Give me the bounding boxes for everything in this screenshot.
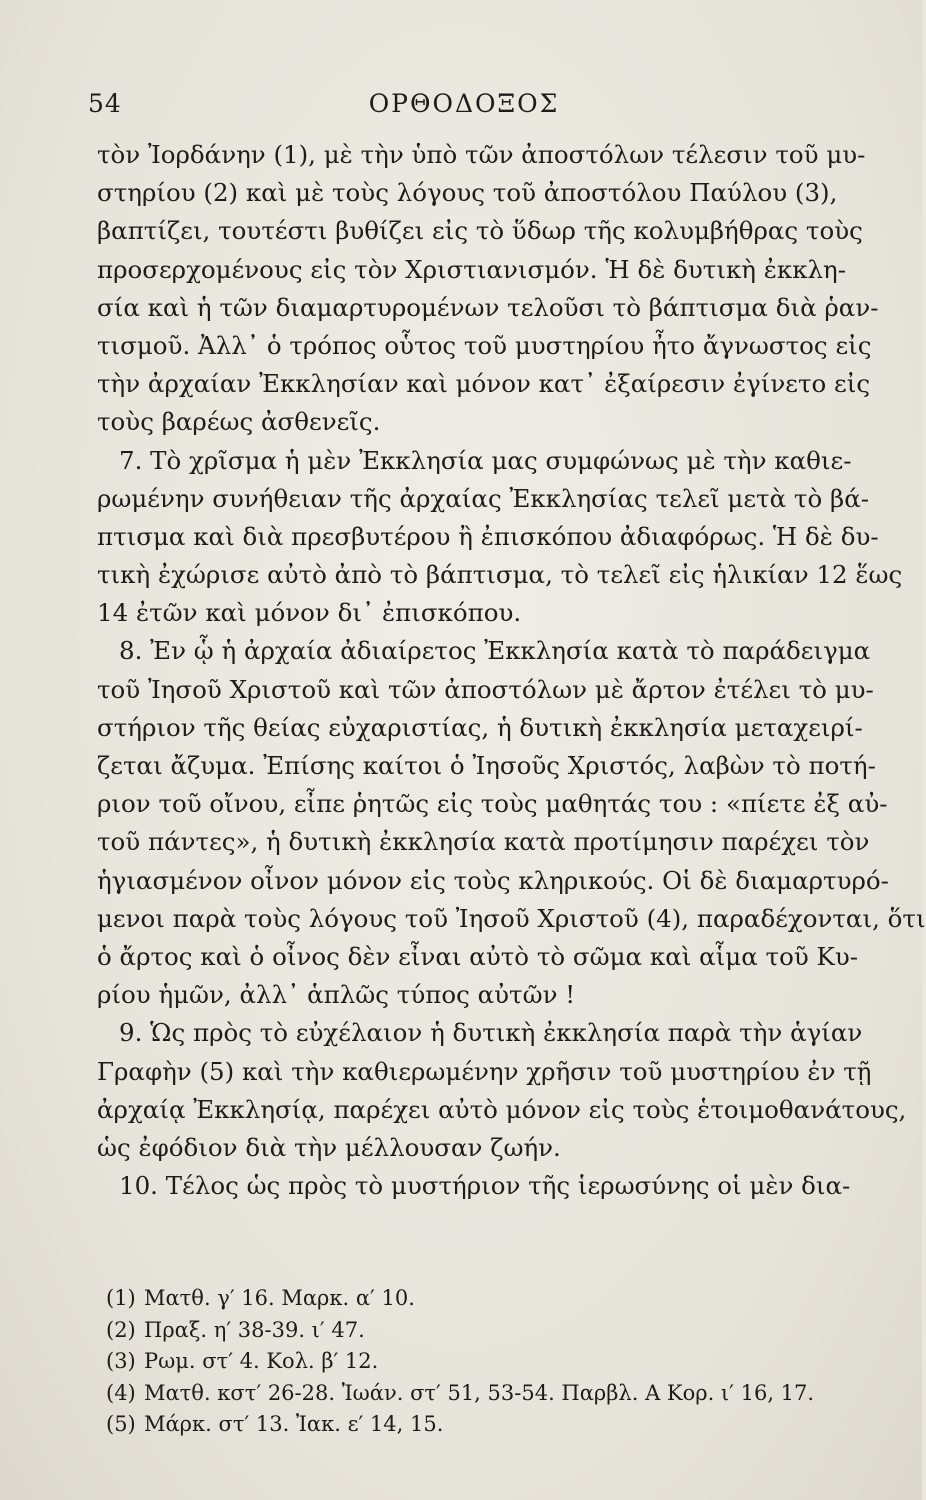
page-number: 54 [88,89,122,118]
text-line: 8. Ἐν ᾧ ἡ ἀρχαία ἀδιαίρετος Ἐκκλησία κατὰ τὸ παράδειγμα [119,636,871,666]
text-line: τοὺς βαρέως ἀσθενεῖς. [97,407,381,437]
footnote [106,1283,846,1315]
text-line: ἡγιασμένον οἶνον μόνον εἰς τοὺς κληρικούς. Οἱ δὲ διαμαρτυρό- [97,865,889,895]
text-line: στήριον τῆς θείας εὐχαριστίας, ἡ δυτικὴ ἐκκλησία μεταχειρί- [97,712,863,742]
text-line: 9. Ὡς πρὸς τὸ εὐχέλαιον ἡ δυτικὴ ἐκκλησία παρὰ τὴν ἁγίαν [119,1018,863,1048]
page-header [88,86,840,122]
text-line: τικὴ ἐχώρισε αὐτὸ ἀπὸ τὸ βάπτισμα, τὸ τελεῖ εἰς ἡλικίαν 12 ἕως [97,560,903,590]
footnote-text: Πραξ. η′ 38-39. ι′ 47. [144,1317,365,1342]
text-line: σία καὶ ἡ τῶν διαμαρτυρομένων τελοῦσι τὸ βάπτισμα διὰ ῥαν- [97,292,879,322]
text-line: ὁ ἄρτος καὶ ὁ οἶνος δὲν εἶναι αὐτὸ τὸ σῶμα καὶ αἷμα τοῦ Κυ- [97,941,859,971]
text-line: 14 ἐτῶν καὶ μόνον δι᾽ ἐπισκόπου. [97,598,522,628]
footnote [106,1409,846,1441]
footnote-text: Μάρκ. στ′ 13. Ἰακ. ε′ 14, 15. [144,1412,444,1437]
text-line: 7. Τὸ χρῖσμα ἡ μὲν Ἐκκλησία μας συμφώνως μὲ τὴν καθιε- [119,445,852,475]
text-line: τὴν ἀρχαίαν Ἐκκλησίαν καὶ μόνον κατ᾽ ἐξαίρεσιν ἐγίνετο εἰς [97,369,871,399]
footnote [106,1315,846,1347]
text-line: ἀρχαίᾳ Ἐκκλησίᾳ, παρέχει αὐτὸ μόνον εἰς τοὺς ἑτοιμοθανάτους, [97,1094,907,1124]
text-line: τοῦ πάντες», ἡ δυτικὴ ἐκκλησία κατὰ προτίμησιν παρέχει τὸν [97,827,870,857]
running-title: ΟΡΘΟΔΟΞΟΣ [368,89,560,118]
text-line: 10. Τέλος ὡς πρὸς τὸ μυστήριον τῆς ἱερωσύνης οἱ μὲν δια- [119,1171,851,1201]
text-line: ὡς ἐφόδιον διὰ τὴν μέλλουσαν ζωήν. [97,1132,561,1162]
text-line: βαπτίζει, τουτέστι βυθίζει εἰς τὸ ὕδωρ τῆς κολυμβήθρας τοὺς [97,216,863,246]
text-line: ριον τοῦ οἴνου, εἶπε ῥητῶς εἰς τοὺς μαθητάς του : «πίετε ἐξ αὐ- [97,789,888,819]
text-line: μενοι παρὰ τοὺς λόγους τοῦ Ἰησοῦ Χριστοῦ (4), παραδέχονται, ὅτι [97,903,926,933]
text-line: προσερχομένους εἰς τὸν Χριστιανισμόν. Ἡ δὲ δυτικὴ ἐκκλη- [97,254,846,284]
text-line: τισμοῦ. Ἀλλ᾽ ὁ τρόπος οὗτος τοῦ μυστηρίου ἦτο ἄγνωστος εἰς [97,330,872,360]
footnote [106,1378,846,1410]
text-line: στηρίου (2) καὶ μὲ τοὺς λόγους τοῦ ἀποστόλου Παύλου (3), [97,178,838,208]
text-line: ρωμένην συνήθειαν τῆς ἀρχαίας Ἐκκλησίας τελεῖ μετὰ τὸ βά- [97,483,870,513]
footnote-text: Ρωμ. στ′ 4. Κολ. β′ 12. [144,1349,379,1374]
text-line: πτισμα καὶ διὰ πρεσβυτέρου ἢ ἐπισκόπου ἀδιαφόρως. Ἡ δὲ δυ- [97,521,879,551]
text-line: ρίου ἡμῶν, ἀλλ᾽ ἁπλῶς τύπος αὐτῶν ! [97,980,576,1010]
footnote-text: Ματθ. κστ′ 26-28. Ἰωάν. στ′ 51, 53-54. Παρβλ. Α Κορ. ι′ 16, 17. [144,1380,815,1405]
footnotes [106,1283,846,1441]
footnote-marker: (4) [106,1380,136,1405]
footnote-marker: (5) [106,1412,136,1437]
footnote [106,1346,846,1378]
body-text [97,136,926,1205]
footnote-text: Ματθ. γ′ 16. Μαρκ. α′ 10. [144,1286,415,1310]
text-line: ζεται ἄζυμα. Ἐπίσης καίτοι ὁ Ἰησοῦς Χριστός, λαβὼν τὸ ποτή- [97,751,876,780]
footnote-marker: (3) [106,1349,136,1374]
text-line: τὸν Ἰορδάνην (1), μὲ τὴν ὑπὸ τῶν ἀποστόλων τέλεσιν τοῦ μυ- [97,140,866,169]
text-line: Γραφὴν (5) καὶ τὴν καθιερωμένην χρῆσιν τοῦ μυστηρίου ἐν τῇ [97,1056,872,1086]
footnote-marker: (2) [106,1317,136,1342]
footnote-marker: (1) [106,1286,136,1310]
text-line: τοῦ Ἰησοῦ Χριστοῦ καὶ τῶν ἀποστόλων μὲ ἄρτον ἐτέλει τὸ μυ- [97,674,874,704]
